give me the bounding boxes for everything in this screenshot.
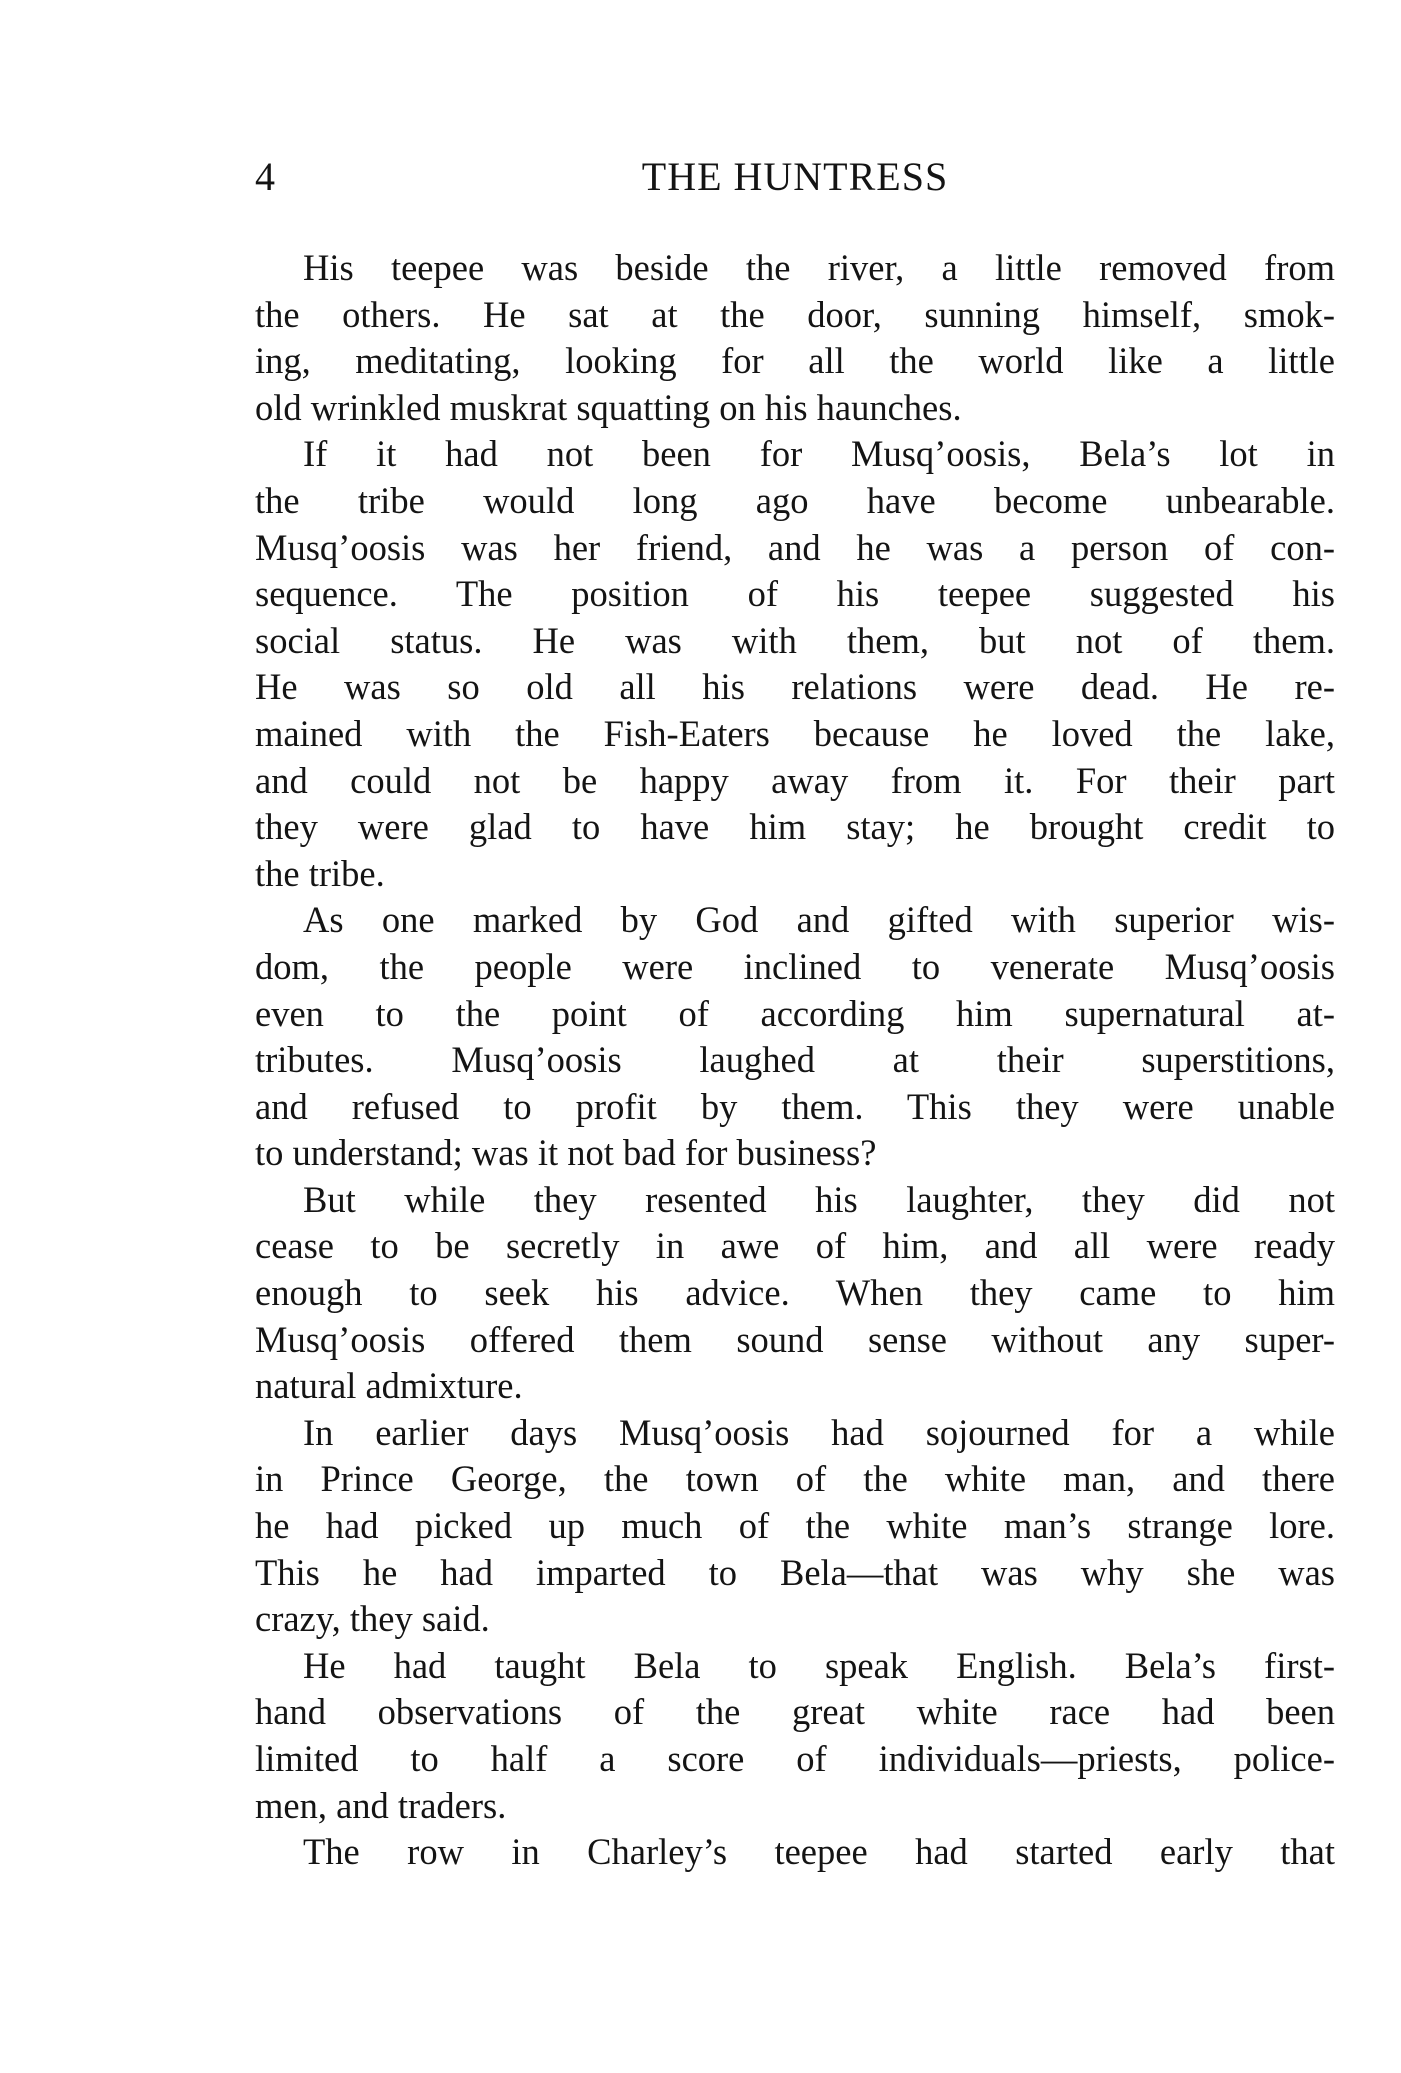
text-line: Musq’oosis was her friend, and he was a person of con- [255, 526, 1335, 568]
text-line: But while they resented his laughter, they did not [303, 1178, 1335, 1220]
text-line: tributes. Musq’oosis laughed at their superstitions, [255, 1039, 1335, 1081]
text-line: mained with the Fish-Eaters because he loved the lake, [255, 712, 1335, 754]
text-line: social status. He was with them, but not of them. [255, 619, 1335, 661]
text-line: to understand; was it not bad for business? [255, 1132, 877, 1174]
text-line: the others. He sat at the door, sunning himself, smok- [255, 293, 1335, 335]
text-line: He had taught Bela to speak English. Bela’s first- [303, 1644, 1335, 1686]
text-line: hand observations of the great white race had been [255, 1691, 1335, 1733]
text-line: He was so old all his relations were dead. He re- [255, 666, 1335, 708]
text-line: sequence. The position of his teepee suggested his [255, 573, 1335, 615]
running-title: THE HUNTRESS [641, 154, 949, 199]
text-line: old wrinkled muskrat squatting on his haunches. [255, 386, 962, 428]
text-line: and could not be happy away from it. For their part [255, 759, 1335, 801]
text-line: and refused to profit by them. This they were unable [255, 1085, 1335, 1127]
text-line: they were glad to have him stay; he brought credit to [255, 806, 1335, 848]
text-line: In earlier days Musq’oosis had sojourned for a while [303, 1411, 1335, 1453]
text-line: even to the point of according him supernatural at- [255, 992, 1335, 1034]
text-line: Musq’oosis offered them sound sense without any super- [255, 1318, 1335, 1360]
text-line: If it had not been for Musq’oosis, Bela’s lot in [303, 433, 1335, 475]
text-line: he had picked up much of the white man’s strange lore. [255, 1505, 1335, 1547]
running-head [255, 152, 1335, 202]
text-line: crazy, they said. [255, 1598, 490, 1640]
text-line: ing, meditating, looking for all the world like a little [255, 340, 1335, 382]
text-line: This he had imparted to Bela—that was why she was [255, 1551, 1335, 1593]
text-line: cease to be secretly in awe of him, and all were ready [255, 1225, 1335, 1267]
text-line: As one marked by God and gifted with superior wis- [303, 899, 1335, 941]
body-text [255, 245, 1335, 1876]
text-line: limited to half a score of individuals—priests, police- [255, 1738, 1335, 1779]
text-line: the tribe would long ago have become unbearable. [255, 479, 1335, 521]
text-line: natural admixture. [255, 1365, 523, 1407]
page-number: 4 [255, 154, 275, 199]
text-line: dom, the people were inclined to venerate Musq’oosis [255, 945, 1335, 987]
text-line: men, and traders. [255, 1784, 507, 1826]
text-line: the tribe. [255, 852, 385, 894]
text-line: His teepee was beside the river, a little removed from [303, 247, 1335, 288]
text-line: The row in Charley’s teepee had started early that [303, 1831, 1335, 1873]
text-line: in Prince George, the town of the white man, and there [255, 1458, 1335, 1500]
text-line: enough to seek his advice. When they came to him [255, 1272, 1335, 1314]
